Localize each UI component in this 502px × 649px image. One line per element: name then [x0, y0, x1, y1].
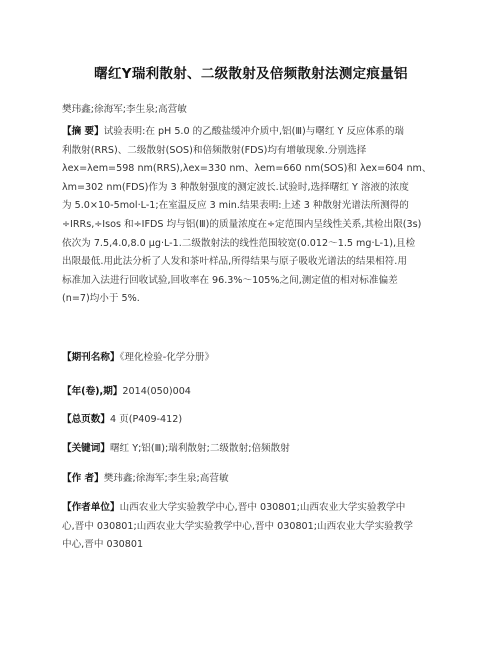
journal-name-value: 《理化检验-化学分册》 [119, 352, 215, 363]
abstract-line: ÷IRRs,÷Isos 和÷IFDS 均与铝(Ⅲ)的质量浓度在÷定范围内呈线性关系,其检出限(3s) [62, 218, 422, 230]
abstract-text: 试验表明:在 pH 5.0 的乙酸盐缓冲介质中,铝(Ⅲ)与曙红 Y 反应体系的瑞 [103, 126, 405, 137]
abstract-line: 标准加入法进行回收试验,回收率在 96.3%～105%之间,测定值的相对标准偏差 [62, 274, 398, 286]
abstract-label: 【摘 要】 [62, 126, 104, 137]
abstract-line: (n=7)均小于 5%. [62, 293, 140, 305]
author-label: 【作 者】 [62, 473, 104, 484]
author-list: 樊玮鑫;徐海军;李生泉;高营敏 [62, 104, 187, 115]
page-count-value: 4 页(P409-412) [109, 414, 183, 425]
affiliation-text: 山西农业大学实验教学中心,晋中 030801;山西农业大学实验教学中 [119, 502, 406, 513]
author-field [62, 470, 446, 489]
journal-name-field [62, 349, 446, 368]
keywords-label: 【关键词】 [62, 443, 110, 454]
year-issue-label: 【年(卷),期】 [62, 386, 123, 397]
abstract-line [62, 123, 446, 142]
affiliation-label: 【作者单位】 [62, 502, 120, 513]
affiliation-field [62, 499, 446, 555]
abstract-section [62, 123, 446, 309]
page-count-field [62, 411, 446, 430]
author-value: 樊玮鑫;徐海军;李生泉;高营敏 [103, 473, 229, 484]
abstract-line: 出限最低.用此法分析了人发和茶叶样品,所得结果与原子吸收光谱法的结果相符.用 [62, 256, 407, 268]
page-count-label: 【总页数】 [62, 414, 110, 425]
keywords-field [62, 440, 446, 459]
affiliation-line: 中心,晋中 030801 [62, 539, 144, 551]
keywords-value: 曙红 Y;铝(Ⅲ);瑞利散射;二级散射;倍频散射 [109, 443, 290, 454]
abstract-line: 依次为 7.5,4.0,8.0 μg·L-1.二级散射法的线性范围较宽(0.012～1.5 mg·L-1),且检 [62, 237, 416, 249]
year-issue-field [62, 383, 446, 402]
abstract-line: λm=302 nm(FDS)作为 3 种散射强度的测定波长.试验时,选择曙红 Y 溶液的浓度 [62, 181, 409, 193]
abstract-line: λex=λem=598 nm(RRS),λex=330 nm、λem=660 nm(SOS)和 λex=604 nm、 [62, 163, 432, 175]
year-issue-value: 2014(050)004 [122, 386, 191, 397]
abstract-line: 为 5.0×10-5mol·L-1;在室温反应 3 min.结果表明:上述 3 种散射光谱法所测得的 [62, 200, 409, 212]
affiliation-line: 心,晋中 030801;山西农业大学实验教学中心,晋中 030801;山西农业大学实验教学 [62, 520, 413, 532]
paper-title: 曙红Y瑞利散射、二级散射及倍频散射法测定痕量铝 [94, 66, 408, 82]
journal-name-label: 【期刊名称】 [62, 352, 120, 363]
abstract-line: 利散射(RRS)、二级散射(SOS)和倍频散射(FDS)均有增敏现象.分别选择 [62, 144, 367, 156]
